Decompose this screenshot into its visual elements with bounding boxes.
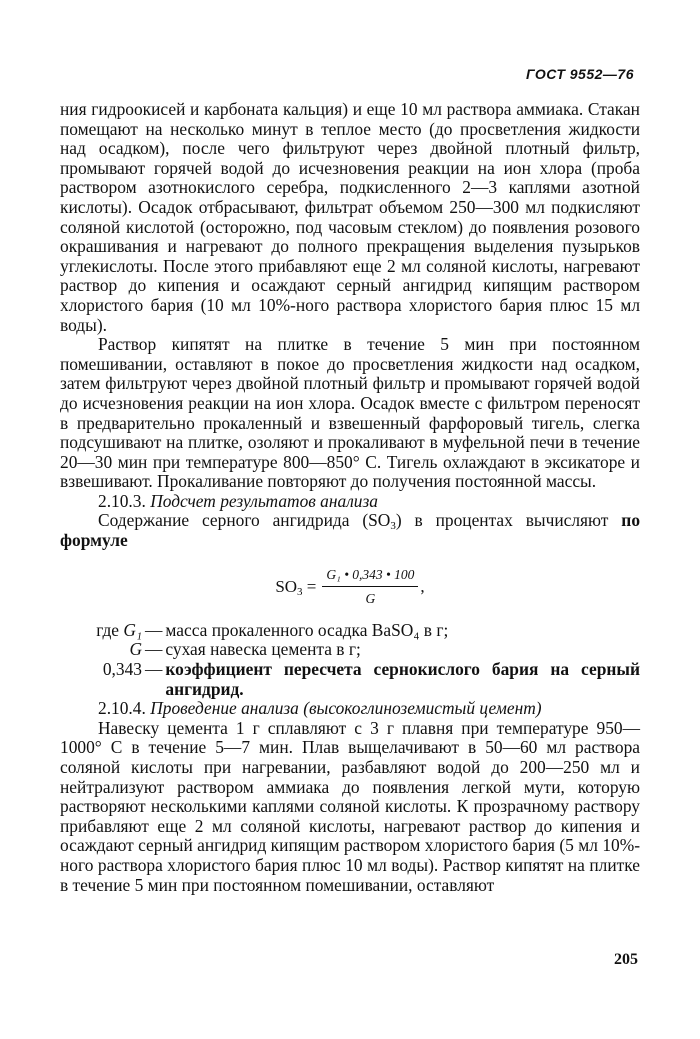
paragraph-3-subscript: 3 [390,520,396,533]
definition-dash: — [145,659,163,680]
formula-lhs [275,577,316,597]
document-body [60,100,640,895]
paragraph-3-text: Содержание серного ангидрида (SO [98,510,391,531]
section-number: 2.10.4. [98,698,146,719]
definition-symbol [60,621,142,641]
formula-lhs-text: SO [275,576,298,596]
section-number: 2.10.3. [98,490,146,511]
definition-dash: — [145,619,163,640]
definition-symbol-text: 0,343 [102,659,142,680]
definition-text: масса прокаленного осадка BaSO₄ в г; [165,619,449,640]
definition-symbol-text: G [129,639,142,660]
section-heading-2-10-4 [60,699,640,719]
definition-dash: — [145,639,163,660]
paragraph-3-bold: по формуле [60,510,641,551]
definition-item [60,621,640,641]
section-title: Подсчет результатов анализа [150,490,378,511]
formula-numerator: G₁ • 0,343 • 100 [322,565,418,588]
formula-denominator: G [365,591,376,607]
paragraph-3-text-end: ) в процентах вычисляют [395,510,609,531]
definitions-list [60,621,640,699]
formula-lhs-subscript: 3 [297,585,303,598]
definition-text: коэффициент пересчета сернокислого бария на серный ангидрид. [165,659,640,699]
definition-symbol [60,660,142,699]
page-number: 205 [614,951,638,968]
formula-so3 [60,565,640,609]
definition-symbol [60,640,142,660]
definition-item [60,660,640,699]
definition-item [60,640,640,660]
paragraph-1: ния гидроокисей и карбоната кальция) и еще 10 мл раствора аммиака. Стакан помещают на несколько минут в теплое место (до просветления жидкости над осадком), после чего фильтруют через двойной плотный фильтр, промывают горячей водой до исчезновения реакции на ион хлора (проба раствором азотнокислого серебра, подкисленного 2—3 каплями азотной кислоты). Осадок отбрасывают, фильтрат объемом 250—300 мл подкисляют соляной кислотой (осторожно, под часовым стеклом) до появления розового окрашивания и нагревают до полного прекращения выделения пузырьков углекислоты. После этого прибавляют еще 2 мл соляной кислоты, нагревают раствор до кипения и осаждают серный ангидрид кипящим раствором хлористого бария (10 мл 10%-ного раствора хлористого бария плюс 15 мл воды). [60,99,640,335]
formula-comma: , [420,576,425,596]
formula-fraction [322,565,418,609]
definition-symbol-text: G₁ [123,619,142,640]
section-heading-2-10-3 [60,492,640,512]
paragraph-3 [60,511,640,550]
page-header: ГОСТ 9552—76 [525,66,634,82]
paragraph-4: Навеску цемента 1 г сплавляют с 3 г плавня при температуре 950—1000° С в течение 5—7 мин. Плав выщелачивают в 50—60 мл раствора соляной кислоты при нагревании, разбавляют водой до 200—250 мл и нейтрализуют раствором аммиака до появления легкой мути, которую растворяют несколькими каплями соляной кислоты. К прозрачному раствору прибавляют еще 2 мл соляной кислоты, нагревают раствор до кипения и осаждают серный ангидрид кипящим раствором хлористого бария (5 мл 10%-ного раствора хлористого бария плюс 10 мл воды). Раствор кипятят на плитке в течение 5 мин при постоянном помешивании, оставляют [60,717,640,895]
formula-equals: = [306,576,317,596]
definition-prefix: где [96,619,120,640]
paragraph-2: Раствор кипятят на плитке в течение 5 мин при постоянном помешивании, оставляют в покое до просветления жидкости над осадком, затем фильтруют через двойной плотный фильтр и промывают горячей водой до исчезновения реакции на ион хлора. Осадок вместе с фильтром переносят в предварительно прокаленный и взвешенный фарфоровый тигель, слегка подсушивают на плитке, озоляют и прокаливают в муфельной печи в течение 20—30 мин при температуре 800—850° С. Тигель охлаждают в эксикаторе и взвешивают. Прокаливание повторяют до получения постоянной массы. [60,334,640,492]
section-title: Проведение анализа (высокоглиноземистый цемент) [150,698,542,719]
definition-text: сухая навеска цемента в г; [165,639,361,660]
